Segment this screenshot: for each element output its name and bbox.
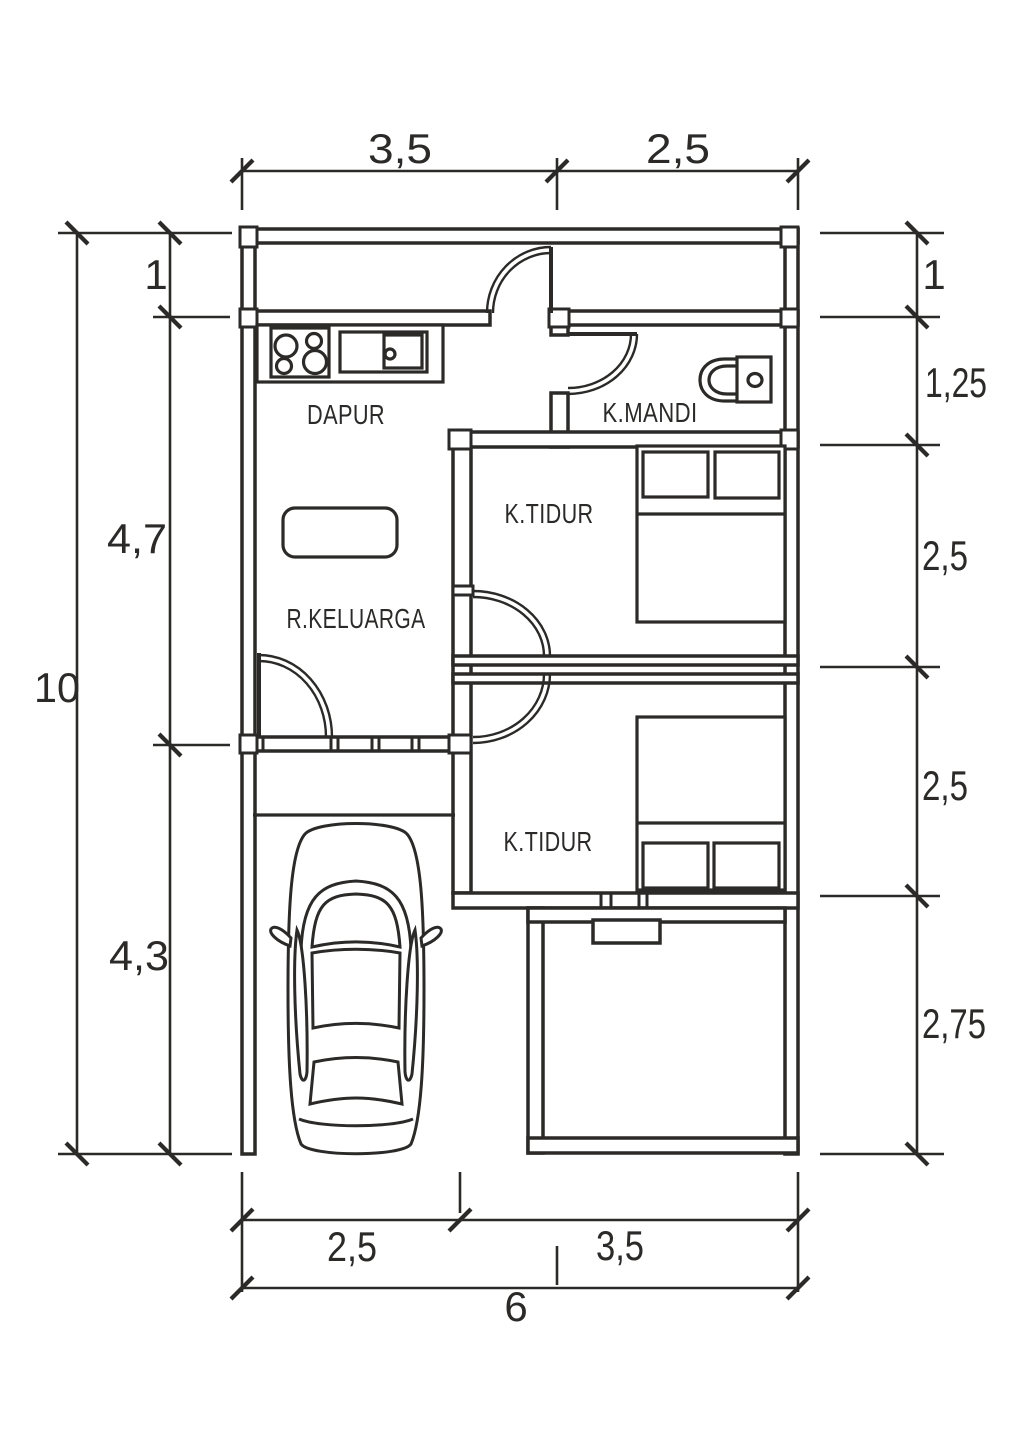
front-door [487, 247, 551, 313]
car-windshield [312, 894, 400, 947]
pillow [643, 452, 708, 497]
dim-top-right-span: 2,5 [646, 125, 710, 172]
pillow [643, 843, 708, 888]
dim-right-1: 1 [922, 251, 946, 298]
kitchen-fixtures [257, 325, 443, 382]
post-bedroom1-topleft [449, 430, 471, 449]
sink-basin [384, 335, 422, 368]
room-label-bedroom-top: K.TIDUR [504, 498, 594, 529]
dim-right-5: 2,75 [922, 1000, 986, 1047]
car-icon [271, 824, 442, 1154]
post-top-right [781, 227, 798, 247]
dim-right-3: 2,5 [922, 532, 968, 579]
pillow [714, 843, 779, 888]
wall-living-south [242, 737, 468, 751]
dim-left-middle: 4,7 [107, 515, 167, 562]
car-rear-window [310, 1058, 402, 1105]
dim-bottom-right-span: 3,5 [596, 1222, 644, 1269]
dimension-lines [58, 158, 944, 1299]
pillow [715, 452, 779, 498]
wall-porch-bottom-left [242, 311, 490, 325]
backroom-top-notch [593, 920, 660, 943]
post-porch-left [240, 309, 257, 327]
dim-right-4: 2,5 [922, 762, 968, 809]
toilet-icon [700, 357, 771, 402]
room-label-living: R.KELUARGA [286, 603, 426, 634]
wall-bedroom2-bottom [453, 893, 798, 908]
room-label-bedroom-bottom: K.TIDUR [503, 826, 593, 857]
wall-mid-bedrooms-b [453, 674, 798, 683]
wall-exterior-left [242, 229, 255, 1154]
wall-porch-bottom-right [551, 311, 798, 325]
bathroom-door [568, 334, 637, 394]
wall-backroom-left [528, 908, 543, 1153]
living-room-door [259, 653, 332, 737]
wall-exterior-right [785, 229, 798, 1154]
car-roof [312, 949, 400, 1028]
living-room-table [283, 508, 397, 557]
room-label-bathroom: K.MANDI [602, 397, 698, 428]
post-living-south-right [449, 735, 471, 753]
wall-mid-bedrooms-a [453, 656, 798, 665]
wall-bedrooms-left [453, 447, 471, 893]
dim-bottom-total: 6 [504, 1283, 528, 1330]
post-living-south-left [240, 735, 257, 753]
wall-exterior-top [242, 229, 798, 243]
wall-backroom-bottom [528, 1138, 798, 1153]
dim-right-2: 1,25 [925, 359, 987, 406]
post-top-left [240, 227, 257, 247]
dim-left-total: 10 [34, 664, 80, 711]
post-porch-right [781, 309, 798, 327]
dim-top-left-span: 3,5 [368, 125, 432, 172]
room-label-kitchen: DAPUR [307, 399, 385, 430]
dim-bottom-left-span: 2,5 [327, 1223, 377, 1270]
dim-left-top: 1 [144, 251, 168, 298]
dim-left-bottom: 4,3 [109, 932, 169, 979]
bed-bottom [637, 717, 785, 890]
bed-top [637, 446, 785, 622]
